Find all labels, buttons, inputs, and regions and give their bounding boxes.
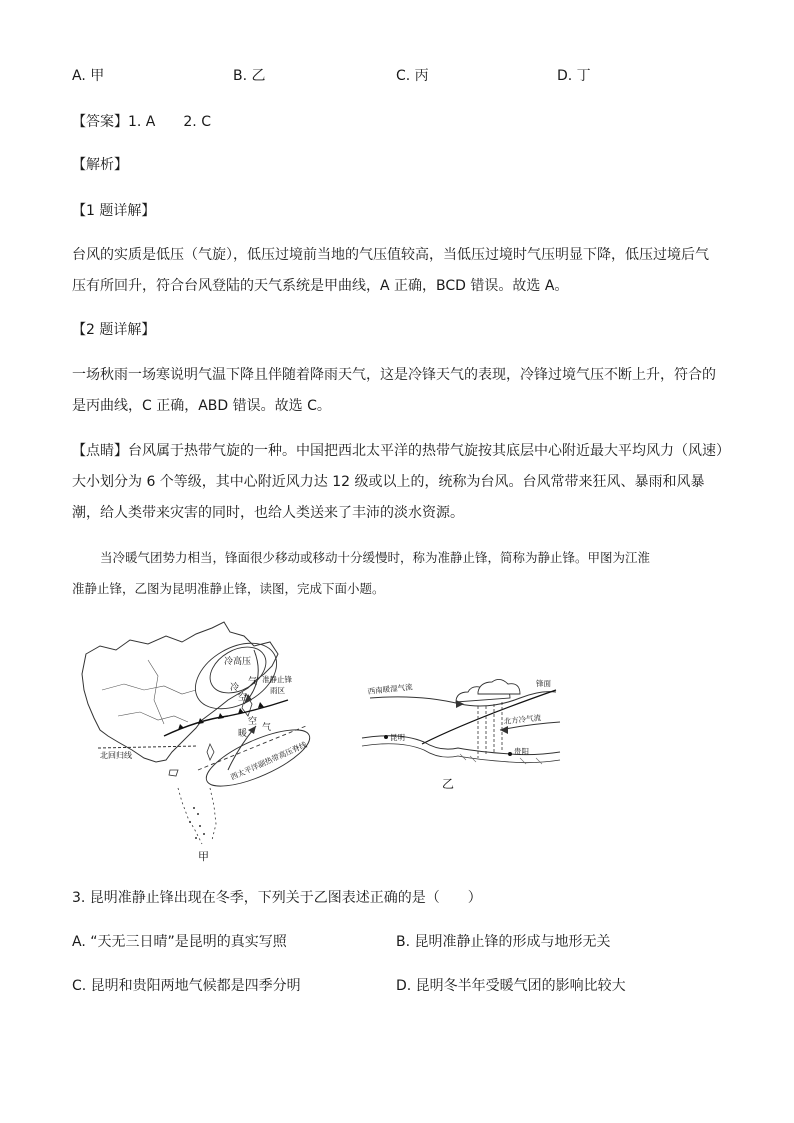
option-c-prev: C. 丙	[396, 68, 429, 84]
label-rain-area: 雨区	[270, 686, 285, 695]
label-air2: 空	[248, 717, 258, 727]
label-warm: 暖	[238, 729, 248, 739]
q1-detail-line-2: 压有所回升，符合台风登陆的天气系统是甲曲线，A 正确，BCD 错误。故选 A。	[72, 278, 569, 294]
taiwan	[207, 744, 214, 760]
subtropical-high-ellipse	[200, 719, 317, 797]
label-guiyang: 贵阳	[514, 747, 529, 756]
hainan	[169, 770, 178, 776]
q2-detail-line-2: 是丙曲线，C 正确，ABD 错误。故选 C。	[72, 398, 331, 414]
label-qi: 气	[248, 677, 258, 687]
rain-lines	[478, 702, 502, 758]
tip-line-1	[72, 441, 730, 461]
tip-line-3: 潮，给人类带来灾害的同时，也给人类送来了丰沛的淡水资源。	[72, 505, 464, 521]
guiyang-dot	[508, 752, 512, 756]
south-sea-dashline	[178, 788, 216, 844]
option-d-prev: D. 丁	[557, 68, 591, 84]
tip-tag: 【点睛】	[72, 443, 128, 459]
option-b-prev: B. 乙	[233, 68, 266, 84]
q3-stem: 3. 昆明准静止锋出现在冬季，下列关于乙图表述正确的是（ ）	[72, 890, 482, 906]
map-jia-caption: 甲	[198, 850, 209, 863]
label-front-rain: 准静止锋	[262, 675, 292, 684]
answer-line	[72, 112, 211, 132]
q2-detail-tag: 【2 题详解】	[72, 322, 156, 338]
warm-air-arrowhead	[248, 726, 256, 734]
tip-line-2: 大小划分为 6 个等级，其中心附近风力达 12 级或以上的，统称为台风。台风常带来狂风、暴雨和风暴	[72, 474, 705, 490]
inner-border-2	[118, 712, 188, 722]
tropic-line	[98, 746, 198, 748]
q2-detail-line-1: 一场秋雨一场寒说明气温下降且伴随着降雨天气，这是冷锋天气的表现，冷锋过境气压不断上升，符合的	[72, 367, 716, 383]
q3-option-d: D. 昆明冬半年受暖气团的影响比较大	[396, 978, 626, 994]
label-kunming: 昆明	[390, 733, 405, 742]
q3-option-a: A. “天无三日晴”是昆明的真实写照	[72, 934, 287, 950]
inner-border-1	[102, 684, 196, 694]
intro-line-2: 准静止锋，乙图为昆明准静止锋，读图，完成下面小题。	[72, 581, 385, 596]
label-cold-high: 冷高压	[224, 657, 252, 667]
terrain-lower	[362, 744, 560, 763]
inner-border-3	[148, 660, 164, 724]
label-tropic: 北回归线	[100, 751, 132, 760]
tip-text-1: 台风属于热带气旋的一种。中国把西北太平洋的热带气旋按其底层中心附近最大平均风力（风速）	[128, 443, 730, 459]
label-north-cold: 北方冷气流	[503, 713, 542, 726]
kunming-dot	[384, 735, 388, 739]
map-yi	[360, 670, 575, 795]
clouds	[456, 679, 520, 702]
answer-text: 1. A 2. C	[128, 114, 211, 130]
q1-detail-line-1: 台风的实质是低压（气旋），低压过境前当地的气压值较高，当低压过境时气压明显下降，低压过境后气	[72, 247, 709, 263]
q3-option-b: B. 昆明准静止锋的形成与地形无关	[396, 934, 611, 950]
analysis-tag: 【解析】	[72, 157, 128, 173]
q3-option-c: C. 昆明和贵阳两地气候都是四季分明	[72, 978, 301, 994]
option-a-prev: A. 甲	[72, 68, 105, 84]
label-air: 空	[238, 693, 248, 703]
label-front: 锋面	[536, 679, 551, 688]
label-sw-flow: 西南暖湿气流	[367, 682, 413, 696]
north-cold-arrowhead	[500, 726, 508, 734]
label-cold: 冷	[230, 683, 240, 693]
map-yi-caption: 乙	[442, 777, 455, 791]
answer-tag: 【答案】	[72, 114, 128, 130]
intro-line-1: 当冷暖气团势力相当，锋面很少移动或移动十分缓慢时，称为准静止锋，简称为静止锋。甲图为江淮	[100, 550, 651, 565]
label-qi2: 气	[262, 723, 272, 733]
label-subtropical: 西太平洋副热带高压脊线	[229, 740, 309, 782]
map-jia	[78, 620, 318, 865]
q1-detail-tag: 【1 题详解】	[72, 203, 156, 219]
